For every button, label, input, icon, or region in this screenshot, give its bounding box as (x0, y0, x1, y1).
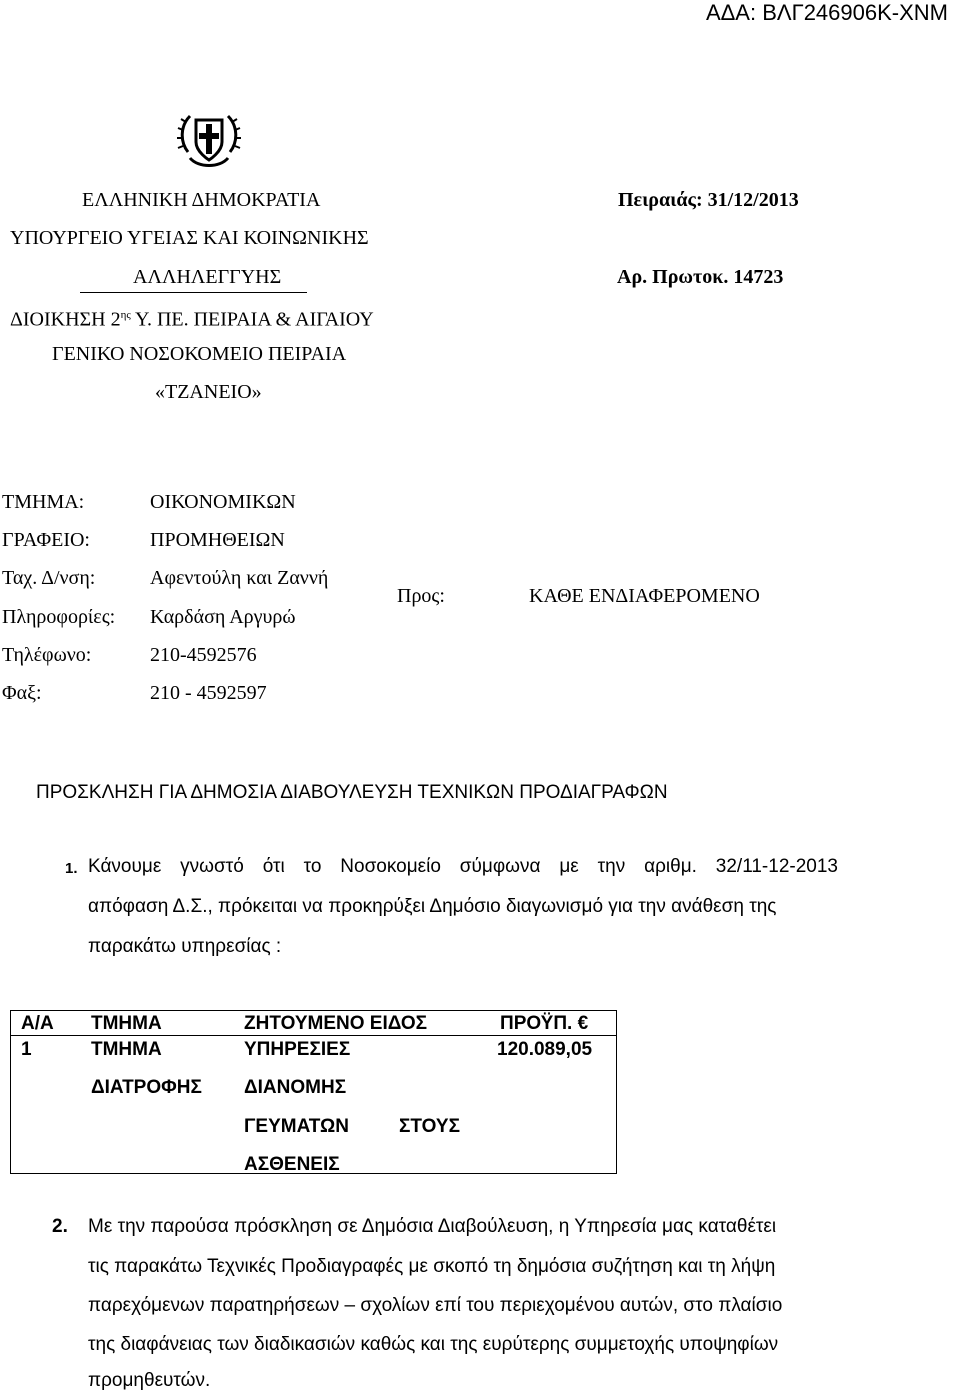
department-value: ΟΙΚΟΝΟΜΙΚΩΝ (150, 491, 296, 513)
row-item-line3a: ΓΕΥΜΑΤΩΝ (244, 1116, 349, 1137)
document-title: ΠΡΟΣΚΛΗΣΗ ΓΙΑ ΔΗΜΟΣΙΑ ΔΙΑΒΟΥΛΕΥΣΗ ΤΕΧΝΙΚΩΝ ΠΡΟΔΙΑΓΡΑΦΩΝ (36, 782, 668, 803)
item2-line4: της διαφάνειας των διαδικασιών καθώς και της ευρύτερης συμμετοχής υποψηφίων (88, 1334, 779, 1355)
item2-line3: παρεχόμενων παρατηρήσεων – σχολίων επί του περιεχομένου αυτών, στο πλαίσιο (88, 1295, 783, 1316)
table-header-budget: ΠΡΟΫΠ. € (500, 1013, 589, 1034)
fax-label: Φαξ: (2, 682, 42, 704)
info-value: Καρδάση Αργυρώ (150, 606, 296, 628)
row-item-line1: ΥΠΗΡΕΣΙΕΣ (244, 1039, 351, 1060)
row-budget: 120.089,05 (497, 1039, 593, 1060)
row-item-line4: ΑΣΘΕΝΕΙΣ (244, 1154, 340, 1175)
address-value: Αφεντούλη και Ζαννή (150, 567, 329, 589)
services-table (10, 1010, 617, 1174)
table-header-aa: Α/Α (21, 1013, 54, 1034)
address-label: Ταχ. Δ/νση: (2, 567, 96, 589)
office-label: ΓΡΑΦΕΙΟ: (2, 529, 90, 551)
info-label: Πληροφορίες: (2, 606, 116, 628)
item1-number: 1. (65, 860, 78, 877)
item2-line1: Με την παρούσα πρόσκληση σε Δημόσια Διαβούλευση, η Υπηρεσία μας καταθέτει (88, 1216, 777, 1237)
header-hospital-name: «ΤΖΑΝΕΙΟ» (155, 381, 262, 403)
row-department-line1: ΤΜΗΜΑ (91, 1039, 162, 1060)
header-country: ΕΛΛΗΝΙΚΗ ΔΗΜΟΚΡΑΤΙΑ (82, 189, 321, 211)
row-department-line2: ΔΙΑΤΡΟΦΗΣ (91, 1077, 202, 1098)
row-item-line3b: ΣΤΟΥΣ (399, 1116, 460, 1137)
item1-line3: παρακάτω υπηρεσίας : (88, 936, 282, 957)
recipient-label: Προς: (397, 585, 445, 607)
item2-line2: τις παρακάτω Τεχνικές Προδιαγραφές με σκοπό τη δημόσια συζήτηση και τη λήψη (88, 1256, 776, 1277)
office-value: ΠΡΟΜΗΘΕΙΩΝ (150, 529, 285, 551)
table-header-department: ΤΜΗΜΑ (91, 1013, 162, 1034)
header-administration: ΔΙΟΙΚΗΣΗ $2^{\eta\varsigma}$ Υ. ΠΕ. ΠΕΙΡΑΙΑ & ΑΙΓΑΙΟΥ (10, 308, 374, 331)
header-ministry: ΥΠΟΥΡΓΕΙΟ ΥΓΕΙΑΣ ΚΑΙ ΚΟΙΝΩΝΙΚΗΣ (10, 227, 369, 249)
row-item-line2: ΔΙΑΝΟΜΗΣ (244, 1077, 347, 1098)
header-protocol: Αρ. Πρωτοκ. 14723 (617, 266, 784, 288)
item1-line1: Κάνουμε γνωστό ότι το Νοσοκομείο σύμφωνα με την αριθμ. 32/11-12-2013 (88, 856, 838, 877)
item1-line2: απόφαση Δ.Σ., πρόκειται να προκηρύξει Δημόσιο διαγωνισμό για την ανάθεση της (88, 896, 777, 917)
department-label: ΤΜΗΜΑ: (2, 491, 85, 513)
item2-number: 2. (52, 1216, 68, 1237)
table-header-divider (11, 1035, 616, 1036)
ada-code: ΑΔΑ: ΒΛΓ246906Κ-ΧΝΜ (705, 0, 948, 25)
row-aa: 1 (21, 1039, 32, 1060)
header-hospital: ΓΕΝΙΚΟ ΝΟΣΟΚΟΜΕΙΟ ΠΕΙΡΑΙΑ (52, 343, 347, 365)
header-ministry-cont: ΑΛΛΗΛΕΓΓΥΗΣ (133, 266, 282, 288)
recipient-value: ΚΑΘΕ ΕΝΔΙΑΦΕΡΟΜΕΝΟ (529, 585, 760, 607)
table-header-item: ΖΗΤΟΥΜΕΝΟ ΕΙΔΟΣ (244, 1013, 428, 1034)
phone-value: 210-4592576 (150, 644, 257, 666)
phone-label: Τηλέφωνο: (2, 644, 92, 666)
header-date: Πειραιάς: 31/12/2013 (618, 189, 799, 211)
greek-emblem-icon (176, 108, 242, 178)
fax-value: 210 - 4592597 (150, 682, 267, 704)
item2-line5: προμηθευτών. (88, 1370, 211, 1391)
header-underline (80, 292, 307, 293)
